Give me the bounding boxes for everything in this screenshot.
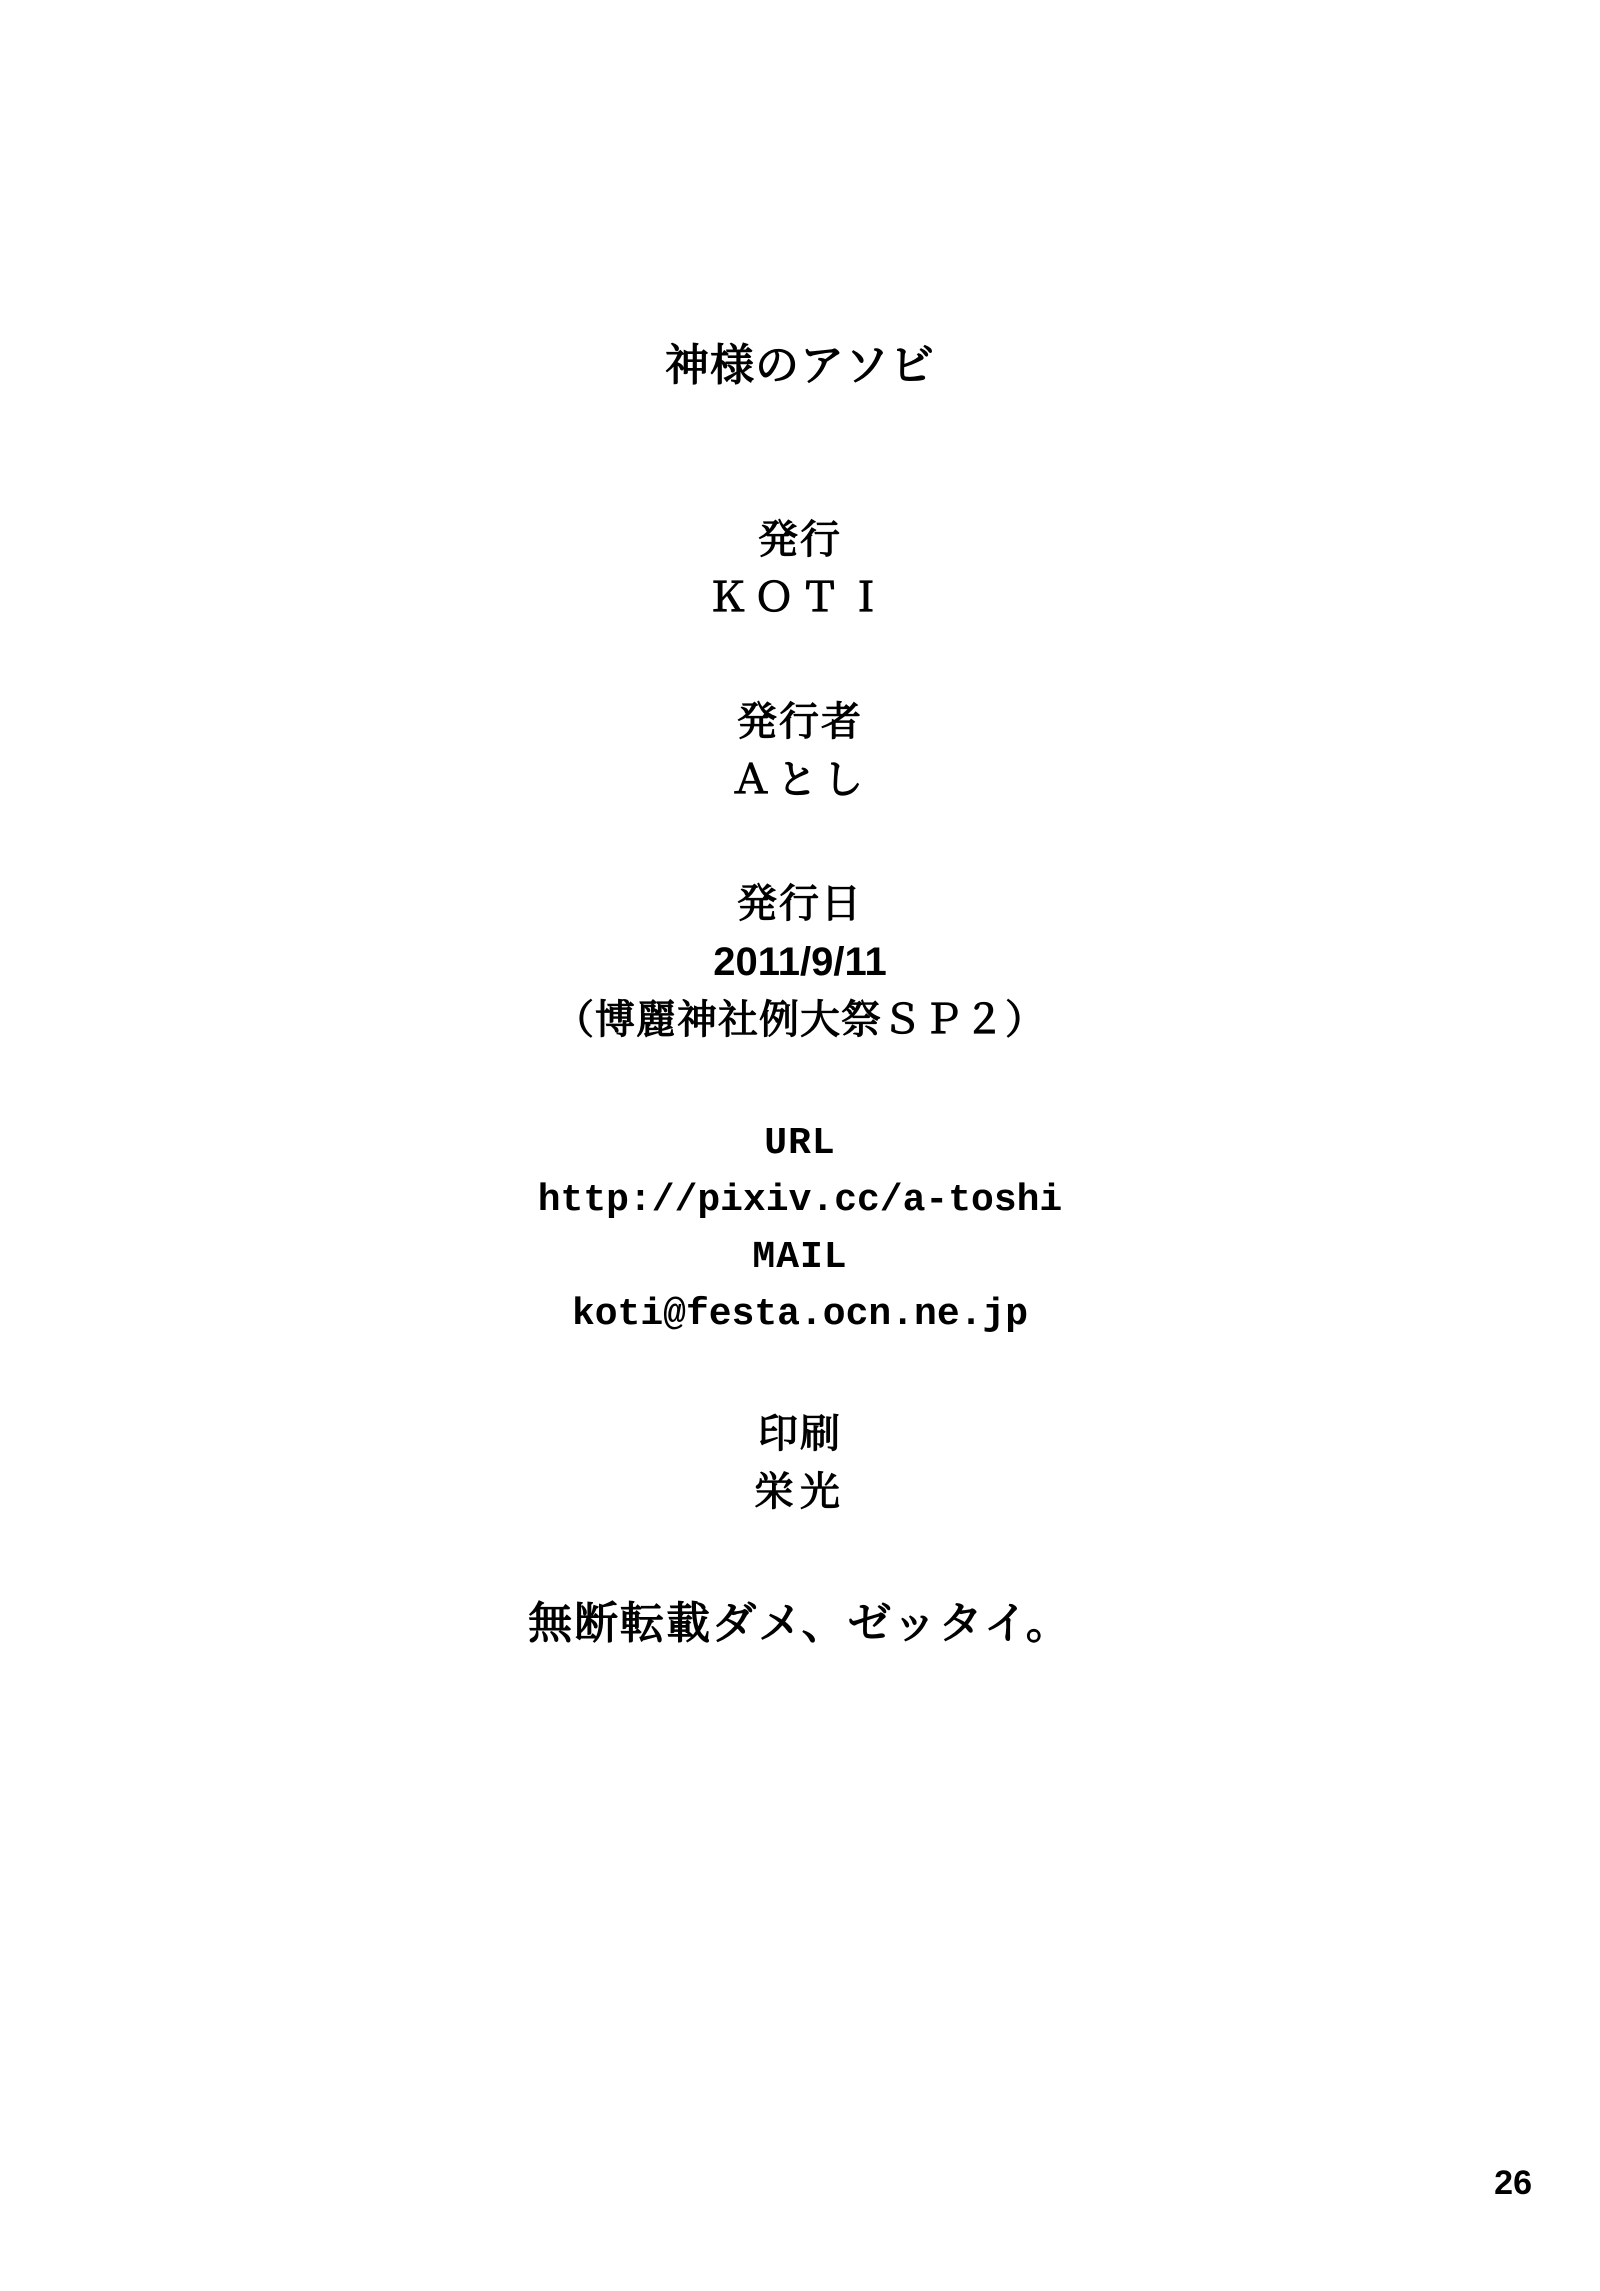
printing-section (0, 1405, 1600, 1521)
publisher-value: ＫＯＴＩ (708, 575, 892, 620)
author-value: Ａとし (731, 757, 869, 802)
url-label: URL (764, 1121, 836, 1165)
printing-label: 印刷 (758, 1411, 842, 1456)
colophon-block (0, 340, 1600, 1651)
reproduction-notice: 無断転載ダメ、ゼッタイ。 (528, 1598, 1072, 1648)
publish-event-value: （博麗神社例大祭ＳＰ２） (554, 997, 1046, 1042)
publisher-section (0, 511, 1600, 627)
page-title: 神様のアソビ (665, 341, 935, 390)
mail-value[interactable]: koti@festa.ocn.ne.jp (571, 1292, 1029, 1336)
mail-label: MAIL (752, 1235, 848, 1279)
printing-value: 栄光 (754, 1469, 846, 1514)
publisher-label: 発行 (758, 517, 842, 562)
publish-date-value: 2011/9/11 (713, 939, 887, 984)
author-section (0, 693, 1600, 809)
url-value[interactable]: http://pixiv.cc/a-toshi (537, 1178, 1063, 1222)
page-number: 26 (1494, 2164, 1532, 2202)
publish-date-section (0, 875, 1600, 1049)
author-label: 発行者 (737, 699, 863, 744)
contact-section (0, 1115, 1600, 1343)
publish-date-label: 発行日 (737, 881, 863, 926)
